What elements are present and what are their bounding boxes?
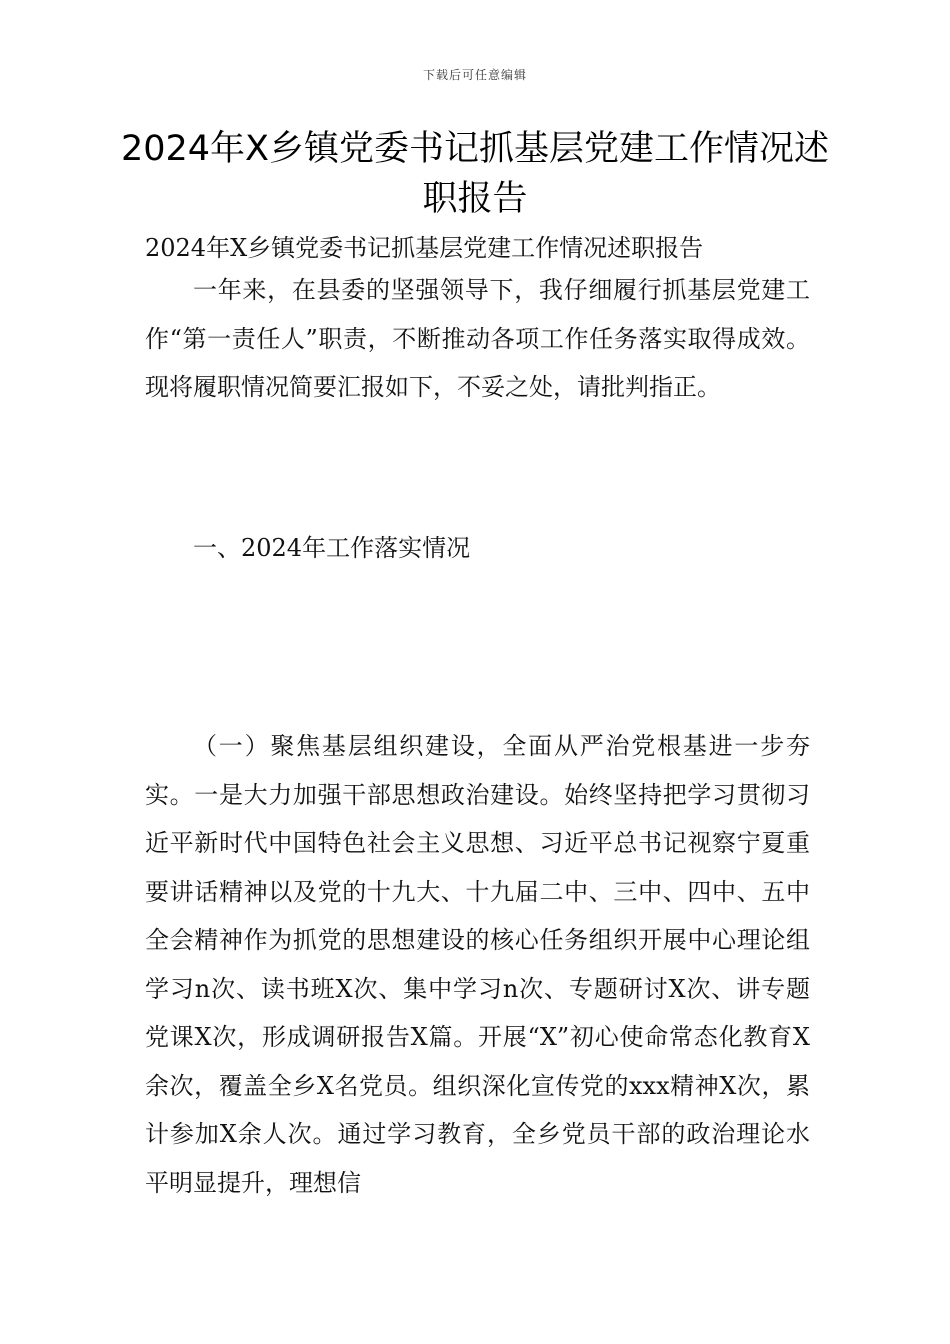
intro-paragraph: 一年来，在县委的坚强领导下，我仔细履行抓基层党建工作“第一责任人”职责，不断推动各项工作任务落实取得成效。现将履职情况简要汇报如下，不妥之处，请批判指正。 [145,276,810,401]
document-title: 2024年X乡镇党委书记抓基层党建工作情况述职报告 [120,129,830,219]
section-heading: 一、2024年工作落实情况 [193,534,471,562]
header-note: 下载后可任意编辑 [422,68,527,82]
body-paragraph: （一）聚焦基层组织建设，全面从严治党根基进一步夯实。一是大力加强干部思想政治建设。始终坚持把学习贯彻习近平新时代中国特色社会主义思想、习近平总书记视察宁夏重要讲话精神以及党的十九大、十九届二中、三中、四中、五中全会精神作为抓党的思想建设的核心任务组织开展中心理论组学习n次、读书班X次、集中学习n次、专题研讨X次、讲专题党课X次，形成调研报告X篇。开展“X”初心使命常态化教育X余次，覆盖全乡X名党员。组织深化宣传党的xxx精神X次，累计参加X余人次。通过学习教育，全乡党员干部的政治理论水平明显提升，理想信 [145,732,810,1197]
document-subtitle: 2024年X乡镇党委书记抓基层党建工作情况述职报告 [145,234,704,262]
